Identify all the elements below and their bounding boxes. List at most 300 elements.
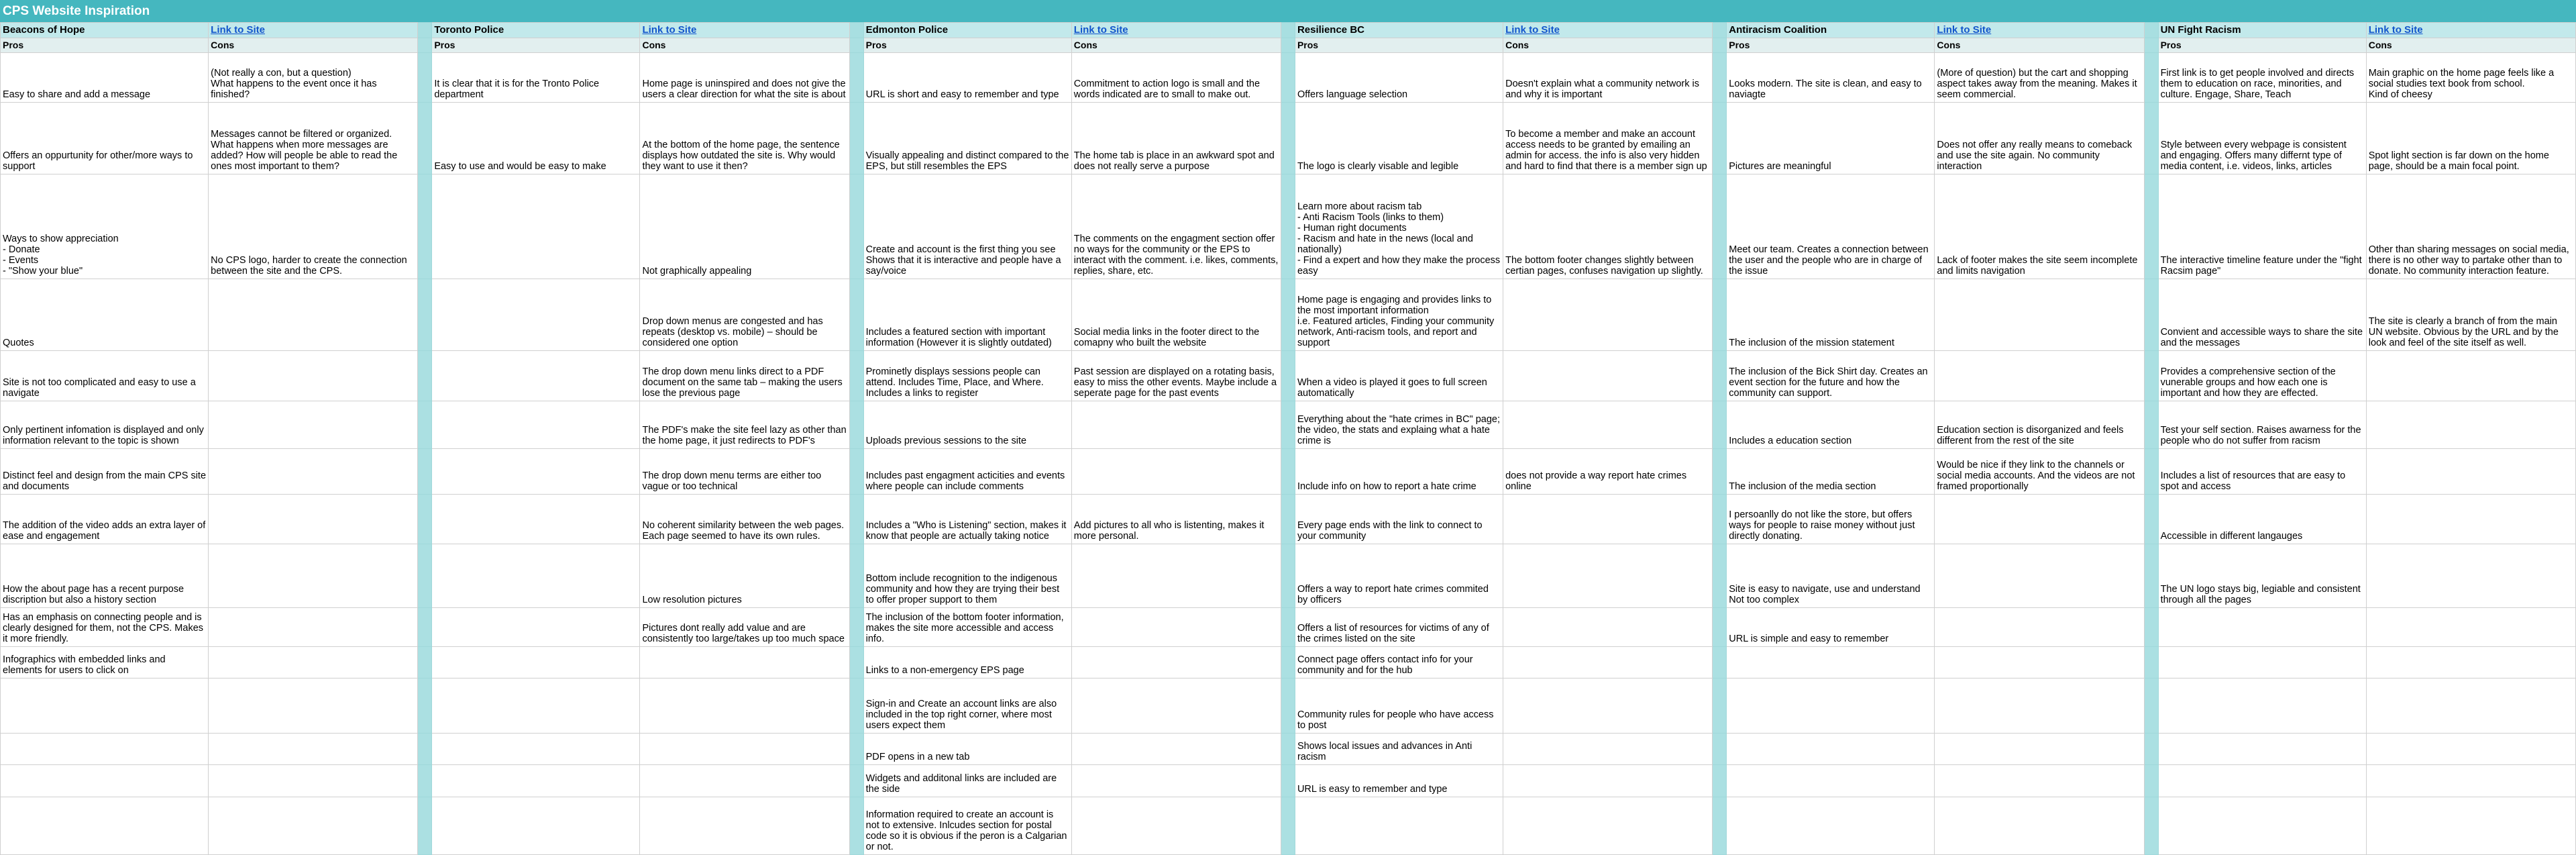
column-separator	[849, 279, 863, 350]
con-cell[interactable]: The site is clearly a branch of from the main UN website. Obvious by the URL and by the look and feel of the site itself as well.	[2366, 279, 2575, 350]
con-cell[interactable]: Education section is disorganized and feels different from the rest of the site	[1935, 401, 2144, 449]
site-link-cell	[640, 23, 849, 38]
column-separator	[418, 495, 432, 544]
pros-header: Pros	[863, 38, 1071, 53]
con-cell[interactable]: The comments on the engagment section offer no ways for the community or the EPS to interact with the comment. i.e. likes, comments, replies, share, etc.	[1071, 174, 1281, 279]
con-cell[interactable]	[2366, 646, 2575, 678]
con-cell[interactable]	[1935, 646, 2144, 678]
cons-header: Cons	[1935, 38, 2144, 53]
con-cell[interactable]	[209, 646, 418, 678]
pro-cell[interactable]	[1295, 797, 1503, 854]
site-name: Resilience BC	[1295, 23, 1503, 38]
column-separator	[418, 678, 432, 734]
column-separator	[418, 174, 432, 279]
column-separator	[1713, 103, 1727, 174]
con-cell[interactable]	[1935, 765, 2144, 797]
pro-cell[interactable]	[2158, 678, 2366, 734]
con-cell[interactable]: Not graphically appealing	[640, 174, 849, 279]
pro-cell[interactable]: Shows local issues and advances in Anti racism	[1295, 734, 1503, 765]
con-cell[interactable]	[1935, 279, 2144, 350]
pro-cell[interactable]: Create and account is the first thing you see Shows that it is interactive and people have a say/voice	[863, 174, 1071, 279]
con-cell[interactable]	[209, 678, 418, 734]
column-separator	[1281, 495, 1295, 544]
column-separator	[849, 449, 863, 495]
column-separator	[2144, 646, 2158, 678]
column-separator	[849, 174, 863, 279]
pro-cell[interactable]: It is clear that it is for the Tronto Police department	[432, 53, 640, 103]
column-separator	[1713, 350, 1727, 401]
con-cell[interactable]: (Not really a con, but a question) What happens to the event once it has finished?	[209, 53, 418, 103]
con-cell[interactable]	[1071, 449, 1281, 495]
site-name: Antiracism Coalition	[1727, 23, 1935, 38]
table-row	[1, 495, 2576, 544]
column-separator	[1281, 646, 1295, 678]
column-separator	[2144, 38, 2158, 53]
con-cell[interactable]: Main graphic on the home page feels like a social studies text book from school. Kind of cheesy	[2366, 53, 2575, 103]
pro-cell[interactable]	[432, 646, 640, 678]
con-cell[interactable]	[1071, 401, 1281, 449]
pro-cell[interactable]: Home page is engaging and provides links to the most important information i.e. Featured articles, Finding your community network, Anti-racism tools, and report and support	[1295, 279, 1503, 350]
column-separator	[1713, 608, 1727, 646]
column-separator	[849, 646, 863, 678]
pro-cell[interactable]	[432, 797, 640, 854]
site-link[interactable]: Link to Site	[1937, 23, 1992, 36]
column-separator	[2144, 279, 2158, 350]
pro-cell[interactable]: Widgets and additonal links are included are the side	[863, 765, 1071, 797]
pro-cell[interactable]: Include info on how to report a hate crime	[1295, 449, 1503, 495]
pro-cell[interactable]: Meet our team. Creates a connection between the user and the people who are in charge of the issue	[1727, 174, 1935, 279]
column-separator	[849, 765, 863, 797]
table-row	[1, 449, 2576, 495]
pro-cell[interactable]	[1, 678, 209, 734]
site-name: UN Fight Racism	[2158, 23, 2366, 38]
column-separator	[418, 53, 432, 103]
column-separator	[418, 765, 432, 797]
con-cell[interactable]	[2366, 544, 2575, 607]
site-link-cell	[2366, 23, 2575, 38]
con-cell[interactable]	[640, 678, 849, 734]
con-cell[interactable]	[2366, 797, 2575, 854]
con-cell[interactable]: The drop down menu terms are either too vague or too technical	[640, 449, 849, 495]
pro-cell[interactable]: I persoanlly do not like the store, but offers ways for people to raise money without just directly donating.	[1727, 495, 1935, 544]
cons-header: Cons	[209, 38, 418, 53]
pro-cell[interactable]: Sign-in and Create an account links are also included in the top right corner, where most users expect them	[863, 678, 1071, 734]
pro-cell[interactable]: Accessible in different langauges	[2158, 495, 2366, 544]
sheet-title: CPS Website Inspiration	[0, 0, 2576, 22]
pro-cell[interactable]: Includes a education section	[1727, 401, 1935, 449]
cons-header: Cons	[1503, 38, 1713, 53]
con-cell[interactable]	[1503, 765, 1713, 797]
con-cell[interactable]	[1503, 495, 1713, 544]
pro-cell[interactable]	[2158, 646, 2366, 678]
column-separator	[1281, 103, 1295, 174]
column-separator	[1281, 765, 1295, 797]
column-separator	[849, 38, 863, 53]
con-cell[interactable]	[1071, 544, 1281, 607]
pro-cell[interactable]: Offers language selection	[1295, 53, 1503, 103]
con-cell[interactable]	[2366, 734, 2575, 765]
table-row	[1, 765, 2576, 797]
pro-cell[interactable]: Quotes	[1, 279, 209, 350]
con-cell[interactable]	[1503, 279, 1713, 350]
site-name: Beacons of Hope	[1, 23, 209, 38]
column-separator	[1713, 38, 1727, 53]
pro-cell[interactable]	[1727, 646, 1935, 678]
con-cell[interactable]	[209, 765, 418, 797]
column-separator	[1713, 734, 1727, 765]
pro-cell[interactable]: Pictures are meaningful	[1727, 103, 1935, 174]
column-separator	[2144, 765, 2158, 797]
pro-cell[interactable]	[2158, 608, 2366, 646]
column-separator	[2144, 608, 2158, 646]
site-link[interactable]: Link to Site	[2368, 23, 2423, 36]
con-cell[interactable]: Drop down menus are congested and has repeats (desktop vs. mobile) – should be considered one option	[640, 279, 849, 350]
con-cell[interactable]	[1071, 797, 1281, 854]
con-cell[interactable]	[209, 279, 418, 350]
con-cell[interactable]: Home page is uninspired and does not give the users a clear direction for what the site is about	[640, 53, 849, 103]
pro-cell[interactable]: URL is simple and easy to remember	[1727, 608, 1935, 646]
con-cell[interactable]	[2366, 495, 2575, 544]
pro-cell[interactable]: Includes past engagment acticities and events where people can include comments	[863, 449, 1071, 495]
pro-cell[interactable]: Style between every webpage is consistent and engaging. Offers many differnt type of media content, i.e. videos, links, articles	[2158, 103, 2366, 174]
con-cell[interactable]	[1503, 646, 1713, 678]
con-cell[interactable]: At the bottom of the home page, the sentence displays how outdated the site is. Why would they want to use it then?	[640, 103, 849, 174]
column-separator	[1713, 449, 1727, 495]
pro-cell[interactable]: Looks modern. The site is clean, and easy to naviagte	[1727, 53, 1935, 103]
column-separator	[418, 646, 432, 678]
con-cell[interactable]: Pictures dont really add value and are consistently too large/takes up too much space	[640, 608, 849, 646]
con-cell[interactable]	[1935, 608, 2144, 646]
pro-cell[interactable]: Bottom include recognition to the indigenous community and how they are trying their best to offer proper support to them	[863, 544, 1071, 607]
con-cell[interactable]: Doesn't explain what a community network is and why it is important	[1503, 53, 1713, 103]
site-link[interactable]: Link to Site	[642, 23, 697, 36]
column-separator	[849, 350, 863, 401]
column-separator	[849, 495, 863, 544]
pro-cell[interactable]: Offers an oppurtunity for other/more ways to support	[1, 103, 209, 174]
con-cell[interactable]: No coherent similarity between the web pages. Each page seemed to have its own rules.	[640, 495, 849, 544]
con-cell[interactable]	[2366, 678, 2575, 734]
table-row	[1, 53, 2576, 103]
pro-cell[interactable]: URL is easy to remember and type	[1295, 765, 1503, 797]
pro-cell[interactable]: The interactive timeline feature under the "fight Racsim page"	[2158, 174, 2366, 279]
pro-cell[interactable]	[432, 734, 640, 765]
con-cell[interactable]	[1935, 678, 2144, 734]
pros-header: Pros	[1295, 38, 1503, 53]
column-separator	[849, 678, 863, 734]
column-separator	[1713, 646, 1727, 678]
column-separator	[418, 734, 432, 765]
con-cell[interactable]: The home tab is place in an awkward spot and does not really serve a purpose	[1071, 103, 1281, 174]
site-name: Edmonton Police	[863, 23, 1071, 38]
con-cell[interactable]	[1071, 678, 1281, 734]
pro-cell[interactable]: The logo is clearly visable and legible	[1295, 103, 1503, 174]
table-row	[1, 544, 2576, 607]
column-separator	[2144, 174, 2158, 279]
pro-cell[interactable]	[1727, 678, 1935, 734]
column-separator	[1713, 495, 1727, 544]
con-cell[interactable]	[1503, 797, 1713, 854]
con-cell[interactable]	[209, 401, 418, 449]
table-row	[1, 103, 2576, 174]
table-row	[1, 678, 2576, 734]
pro-cell[interactable]: Easy to use and would be easy to make	[432, 103, 640, 174]
con-cell[interactable]	[640, 765, 849, 797]
column-separator	[2144, 350, 2158, 401]
pro-cell[interactable]: Only pertinent infomation is displayed and only information relevant to the topic is shown	[1, 401, 209, 449]
con-cell[interactable]: Does not offer any really means to comeback and use the site again. No community interaction	[1935, 103, 2144, 174]
site-link-cell	[1503, 23, 1713, 38]
con-cell[interactable]	[1503, 734, 1713, 765]
column-separator	[418, 103, 432, 174]
con-cell[interactable]: The bottom footer changes slightly between certian pages, confuses navigation up slightly.	[1503, 174, 1713, 279]
column-separator	[1281, 350, 1295, 401]
column-separator	[1713, 23, 1727, 38]
column-separator	[2144, 103, 2158, 174]
con-cell[interactable]	[1503, 544, 1713, 607]
column-separator	[418, 544, 432, 607]
con-cell[interactable]	[1503, 401, 1713, 449]
con-cell[interactable]	[2366, 765, 2575, 797]
pro-cell[interactable]	[1727, 734, 1935, 765]
site-link[interactable]: Link to Site	[1505, 23, 1560, 36]
con-cell[interactable]	[209, 797, 418, 854]
con-cell[interactable]: Messages cannot be filtered or organized. What happens when more messages are added? How will people be able to read the ones most important to them?	[209, 103, 418, 174]
pro-cell[interactable]: Every page ends with the link to connect to your community	[1295, 495, 1503, 544]
pro-cell[interactable]: Learn more about racism tab - Anti Racism Tools (links to them) - Human right documents - Racism and hate in the news (local and nationally) - Find a expert and how they make the process easy	[1295, 174, 1503, 279]
cons-header: Cons	[2366, 38, 2575, 53]
pro-cell[interactable]: The UN logo stays big, legiable and consistent through all the pages	[2158, 544, 2366, 607]
pro-cell[interactable]: Includes a list of resources that are easy to spot and access	[2158, 449, 2366, 495]
con-cell[interactable]	[209, 449, 418, 495]
pro-cell[interactable]	[432, 350, 640, 401]
pro-cell[interactable]: The inclusion of the mission statement	[1727, 279, 1935, 350]
column-separator	[849, 103, 863, 174]
column-separator	[849, 734, 863, 765]
site-link[interactable]: Link to Site	[211, 23, 265, 36]
con-cell[interactable]	[2366, 350, 2575, 401]
site-link-cell	[1935, 23, 2144, 38]
con-cell[interactable]	[1503, 608, 1713, 646]
con-cell[interactable]	[2366, 608, 2575, 646]
pro-cell[interactable]: Connect page offers contact info for your community and for the hub	[1295, 646, 1503, 678]
pro-cell[interactable]: How the about page has a recent purpose discription but also a history section	[1, 544, 209, 607]
column-separator	[1281, 38, 1295, 53]
pro-cell[interactable]: URL is short and easy to remember and type	[863, 53, 1071, 103]
column-separator	[849, 23, 863, 38]
pro-cell[interactable]	[432, 544, 640, 607]
column-separator	[1281, 174, 1295, 279]
pro-cell[interactable]: Everything about the "hate crimes in BC" page; the video, the stats and explaing what a hate crime is	[1295, 401, 1503, 449]
con-cell[interactable]	[1935, 734, 2144, 765]
pro-cell[interactable]	[432, 495, 640, 544]
pro-cell[interactable]: The inclusion of the Bick Shirt day. Creates an event section for the future and how the community can support.	[1727, 350, 1935, 401]
con-cell[interactable]: Commitment to action logo is small and the words indicated are to small to make out.	[1071, 53, 1281, 103]
con-cell[interactable]	[1503, 350, 1713, 401]
column-separator	[1713, 401, 1727, 449]
table-row	[1, 174, 2576, 279]
column-separator	[849, 544, 863, 607]
pro-cell[interactable]: Offers a way to report hate crimes commited by officers	[1295, 544, 1503, 607]
table-row	[1, 646, 2576, 678]
pro-cell[interactable]: Easy to share and add a message	[1, 53, 209, 103]
column-separator	[2144, 401, 2158, 449]
con-cell[interactable]	[1503, 678, 1713, 734]
column-separator	[1713, 678, 1727, 734]
pro-cell[interactable]	[432, 279, 640, 350]
table-row	[1, 608, 2576, 646]
con-cell[interactable]	[1935, 350, 2144, 401]
pro-cell[interactable]	[1727, 797, 1935, 854]
pro-cell[interactable]: Offers a list of resources for victims of any of the crimes listed on the site	[1295, 608, 1503, 646]
pro-cell[interactable]	[2158, 797, 2366, 854]
pro-cell[interactable]: When a video is played it goes to full screen automatically	[1295, 350, 1503, 401]
column-separator	[1281, 678, 1295, 734]
pro-cell[interactable]: Ways to show appreciation - Donate - Events - "Show your blue"	[1, 174, 209, 279]
site-link[interactable]: Link to Site	[1073, 23, 1128, 36]
con-cell[interactable]	[1071, 646, 1281, 678]
column-separator	[418, 350, 432, 401]
con-cell[interactable]	[1071, 608, 1281, 646]
con-cell[interactable]: Other than sharing messages on social media, there is no other way to partake other than to donate. No community interaction feature.	[2366, 174, 2575, 279]
pro-cell[interactable]: Prominetly displays sessions people can attend. Includes Time, Place, and Where. Includes a links to register	[863, 350, 1071, 401]
con-cell[interactable]: To become a member and make an account access needs to be granted by emailing an admin for access. the info is also very hidden and hard to find that there is a member sign up	[1503, 103, 1713, 174]
con-cell[interactable]: Would be nice if they link to the channels or social media accounts. And the videos are not framed proportionally	[1935, 449, 2144, 495]
pro-cell[interactable]: Includes a featured section with important information (However it is slightly outdated)	[863, 279, 1071, 350]
column-separator	[1281, 279, 1295, 350]
pros-header: Pros	[1727, 38, 1935, 53]
pro-cell[interactable]: Test your self section. Raises awarness for the people who do not suffer from racism	[2158, 401, 2366, 449]
pro-cell[interactable]: Site is easy to navigate, use and understand Not too complex	[1727, 544, 1935, 607]
pro-cell[interactable]	[1727, 765, 1935, 797]
con-cell[interactable]: Lack of footer makes the site seem incomplete and limits navigation	[1935, 174, 2144, 279]
con-cell[interactable]	[1071, 734, 1281, 765]
column-separator	[849, 608, 863, 646]
pro-cell[interactable]: Site is not too complicated and easy to use a navigate	[1, 350, 209, 401]
column-separator	[1713, 544, 1727, 607]
con-cell[interactable]	[640, 797, 849, 854]
column-separator	[418, 279, 432, 350]
pro-cell[interactable]	[2158, 734, 2366, 765]
con-cell[interactable]: The drop down menu links direct to a PDF document on the same tab – making the users lose the previous page	[640, 350, 849, 401]
con-cell[interactable]	[209, 350, 418, 401]
column-separator	[1713, 279, 1727, 350]
pro-cell[interactable]	[432, 174, 640, 279]
pro-cell[interactable]	[432, 765, 640, 797]
con-cell[interactable]	[1935, 797, 2144, 854]
pro-cell[interactable]: PDF opens in a new tab	[863, 734, 1071, 765]
table-row	[1, 350, 2576, 401]
pro-cell[interactable]	[432, 449, 640, 495]
pro-cell[interactable]	[1, 765, 209, 797]
pro-cell[interactable]	[432, 608, 640, 646]
con-cell[interactable]	[209, 495, 418, 544]
column-separator	[1713, 765, 1727, 797]
pro-cell[interactable]: Convient and accessible ways to share the site and the messages	[2158, 279, 2366, 350]
column-separator	[1281, 734, 1295, 765]
pro-cell[interactable]	[1, 734, 209, 765]
pro-cell[interactable]: Infographics with embedded links and elements for users to click on	[1, 646, 209, 678]
inspiration-table	[0, 22, 2576, 855]
column-separator	[1281, 401, 1295, 449]
con-cell[interactable]: Past session are displayed on a rotating basis, easy to miss the other events. Maybe include a seperate page for the past events	[1071, 350, 1281, 401]
column-separator	[1281, 544, 1295, 607]
con-cell[interactable]: Spot light section is far down on the home page, should be a main focal point.	[2366, 103, 2575, 174]
column-separator	[418, 608, 432, 646]
column-separator	[2144, 678, 2158, 734]
column-separator	[418, 401, 432, 449]
pro-cell[interactable]	[2158, 765, 2366, 797]
column-separator	[2144, 53, 2158, 103]
column-separator	[1713, 53, 1727, 103]
con-cell[interactable]	[209, 608, 418, 646]
con-cell[interactable]: Social media links in the footer direct to the comapny who built the website	[1071, 279, 1281, 350]
con-cell[interactable]	[209, 544, 418, 607]
pro-cell[interactable]	[432, 678, 640, 734]
column-separator	[1713, 797, 1727, 854]
con-cell[interactable]	[209, 734, 418, 765]
column-separator	[1281, 797, 1295, 854]
con-cell[interactable]: No CPS logo, harder to create the connection between the site and the CPS.	[209, 174, 418, 279]
con-cell[interactable]	[2366, 401, 2575, 449]
con-cell[interactable]	[2366, 449, 2575, 495]
site-link-cell	[209, 23, 418, 38]
column-separator	[849, 401, 863, 449]
pro-cell[interactable]: Has an emphasis on connecting people and is clearly designed for them, not the CPS. Makes it more friendly.	[1, 608, 209, 646]
cons-header: Cons	[1071, 38, 1281, 53]
pro-cell[interactable]: The inclusion of the media section	[1727, 449, 1935, 495]
con-cell[interactable]	[1935, 495, 2144, 544]
table-row	[1, 279, 2576, 350]
pro-cell[interactable]: Links to a non-emergency EPS page	[863, 646, 1071, 678]
con-cell[interactable]	[1935, 544, 2144, 607]
pro-cell[interactable]: Provides a comprehensive section of the vunerable groups and how each one is important and how they are effected.	[2158, 350, 2366, 401]
pro-cell[interactable]: First link is to get people involved and directs them to education on race, minorities, and culture. Engage, Share, Teach	[2158, 53, 2366, 103]
column-separator	[418, 449, 432, 495]
column-separator	[849, 53, 863, 103]
pro-cell[interactable]: The inclusion of the bottom footer information, makes the site more accessible and access info.	[863, 608, 1071, 646]
column-separator	[2144, 544, 2158, 607]
con-cell[interactable]: Low resolution pictures	[640, 544, 849, 607]
pro-cell[interactable]: Distinct feel and design from the main CPS site and documents	[1, 449, 209, 495]
table-row	[1, 797, 2576, 854]
site-name: Toronto Police	[432, 23, 640, 38]
column-separator	[1281, 449, 1295, 495]
site-link-cell	[1071, 23, 1281, 38]
column-separator	[2144, 449, 2158, 495]
pro-cell[interactable]: Includes a "Who is Listening" section, makes it know that people are actually taking notice	[863, 495, 1071, 544]
column-separator	[2144, 797, 2158, 854]
pro-cell[interactable]: Uploads previous sessions to the site	[863, 401, 1071, 449]
column-separator	[2144, 23, 2158, 38]
con-cell[interactable]	[640, 646, 849, 678]
con-cell[interactable]: The PDF's make the site feel lazy as other than the home page, it just redirects to PDF's	[640, 401, 849, 449]
con-cell[interactable]: Add pictures to all who is listenting, makes it more personal.	[1071, 495, 1281, 544]
pros-header: Pros	[432, 38, 640, 53]
pro-cell[interactable]: The addition of the video adds an extra layer of ease and engagement	[1, 495, 209, 544]
pro-cell[interactable]: Information required to create an account is not to extensive. Inlcudes section for postal code so it is obvious if the peron is a Calgarian or not.	[863, 797, 1071, 854]
pro-cell[interactable]	[432, 401, 640, 449]
cons-header: Cons	[640, 38, 849, 53]
pro-cell[interactable]: Visually appealing and distinct compared to the EPS, but still resembles the EPS	[863, 103, 1071, 174]
column-separator	[849, 797, 863, 854]
pro-cell[interactable]: Community rules for people who have access to post	[1295, 678, 1503, 734]
con-cell[interactable]: does not provide a way report hate crimes online	[1503, 449, 1713, 495]
column-separator	[2144, 734, 2158, 765]
pro-cell[interactable]	[1, 797, 209, 854]
con-cell[interactable]: (More of question) but the cart and shopping aspect takes away from the meaning. Makes it seem commercial.	[1935, 53, 2144, 103]
con-cell[interactable]	[640, 734, 849, 765]
con-cell[interactable]	[1071, 765, 1281, 797]
